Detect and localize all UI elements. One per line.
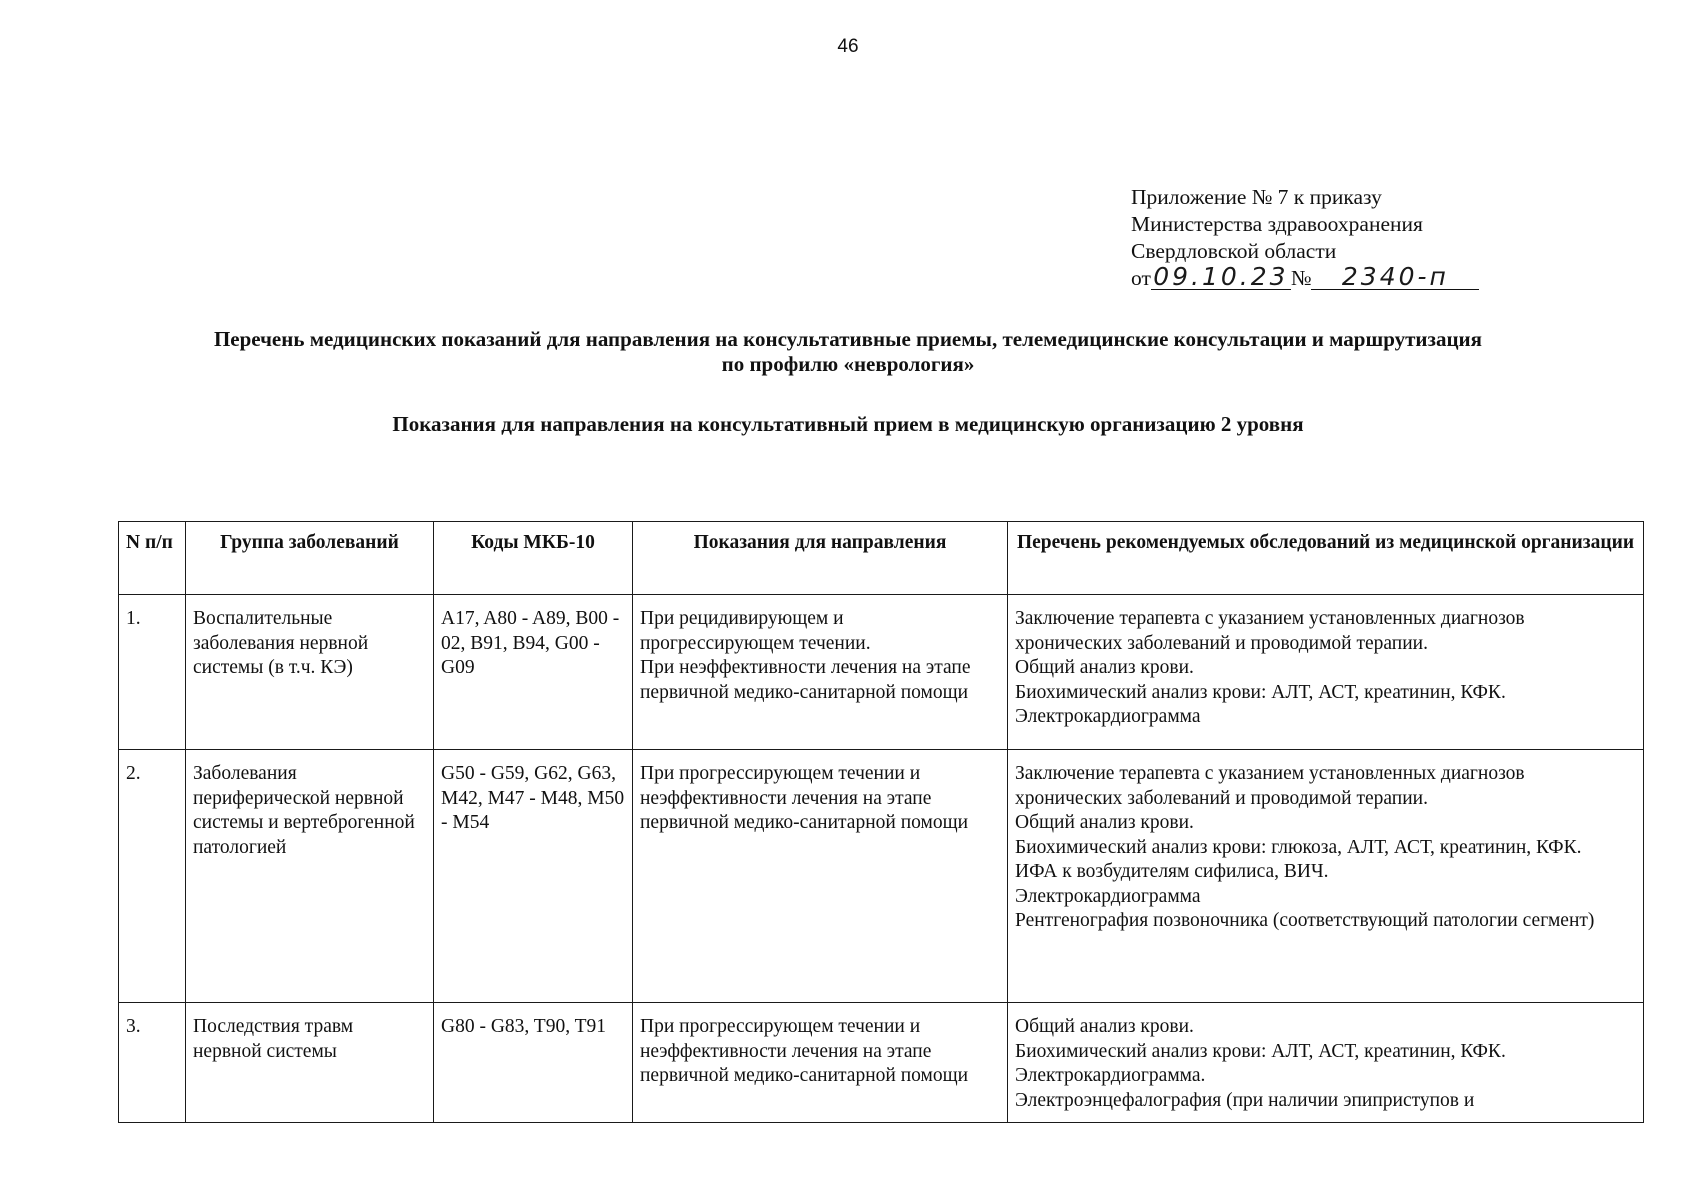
indication-line: При прогрессирующем течении и неэффективности лечения на этапе первичной медико-санитарной помощи (640, 763, 969, 833)
exam-line: Общий анализ крови. (1015, 812, 1194, 833)
appendix-block (1131, 184, 1491, 292)
header-indications: Показания для направления (633, 522, 1008, 595)
title-line-2: по профилю «неврология» (721, 352, 975, 376)
exam-line: Электрокардиограмма. (1015, 1065, 1206, 1086)
row-exams (1008, 750, 1644, 1003)
row-indications (633, 595, 1008, 750)
indication-line: При рецидивирующем и прогрессирующем течении. (640, 608, 871, 654)
exam-line: Заключение терапевта с указанием установленных диагнозов хронических заболеваний и проводимой терапии. (1015, 608, 1525, 654)
row-num: 3. (119, 1003, 186, 1123)
from-label: от (1131, 266, 1151, 290)
row-group: Заболевания периферической нервной системы и вертеброгенной патологией (186, 750, 434, 1003)
handwritten-number: 2340-п (1311, 265, 1479, 290)
row-group: Последствия травм нервной системы (186, 1003, 434, 1123)
header-group: Группа заболеваний (186, 522, 434, 595)
indication-line: При неэффективности лечения на этапе первичной медико-санитарной помощи (640, 657, 971, 703)
exam-line: Биохимический анализ крови: АЛТ, АСТ, креатинин, КФК. (1015, 681, 1506, 703)
indications-table (118, 521, 1644, 1123)
exam-line: Общий анализ крови. (1015, 657, 1194, 678)
row-indications (633, 1003, 1008, 1123)
header-exams: Перечень рекомендуемых обследований из медицинской организации (1008, 522, 1644, 595)
exam-line: Электрокардиограмма (1015, 885, 1201, 907)
document-title (0, 327, 1696, 377)
handwritten-date: 09.10.23 (1151, 265, 1291, 290)
table-header-row (119, 522, 1644, 595)
exam-line: ИФА к возбудителям сифилиса, ВИЧ. (1015, 861, 1329, 882)
exam-line: Биохимический анализ крови: глюкоза, АЛТ, АСТ, креатинин, КФК. (1015, 836, 1582, 858)
appendix-date-number-line (1131, 262, 1491, 292)
row-num: 1. (119, 595, 186, 750)
exam-line: Рентгенография позвоночника (соответствующий патологии сегмент) (1015, 910, 1595, 931)
exam-line: Общий анализ крови. (1015, 1016, 1194, 1037)
exam-line: Электроэнцефалография (при наличии эпиприступов и (1015, 1089, 1475, 1111)
document-subtitle: Показания для направления на консультативный прием в медицинскую организацию 2 уровня (392, 412, 1304, 436)
page-number: 46 (837, 36, 859, 57)
row-codes: G80 - G83, T90, T91 (434, 1003, 633, 1123)
number-label: № (1290, 266, 1312, 290)
appendix-line-3: Свердловской области (1131, 239, 1337, 263)
table-row (119, 750, 1644, 1003)
row-codes: G50 - G59, G62, G63, M42, M47 - M48, M50 - M54 (434, 750, 633, 1003)
exam-line: Биохимический анализ крови: АЛТ, АСТ, креатинин, КФК. (1015, 1040, 1506, 1062)
row-indications (633, 750, 1008, 1003)
row-exams (1008, 1003, 1644, 1123)
title-line-1: Перечень медицинских показаний для направления на консультативные приемы, телемедицинские консультации и маршрутизация (213, 327, 1483, 351)
exam-line: Электрокардиограмма (1015, 706, 1201, 727)
header-codes: Коды МКБ-10 (434, 522, 633, 595)
row-group: Воспалительные заболевания нервной системы (в т.ч. КЭ) (186, 595, 434, 750)
appendix-line-1: Приложение № 7 к приказу (1131, 185, 1382, 209)
appendix-line-2: Министерства здравоохранения (1131, 212, 1423, 236)
indication-line: При прогрессирующем течении и неэффективности лечения на этапе первичной медико-санитарной помощи (640, 1016, 969, 1086)
exam-line: Заключение терапевта с указанием установленных диагнозов хронических заболеваний и проводимой терапии. (1015, 763, 1525, 809)
row-codes: A17, A80 - A89, B00 - 02, B91, B94, G00 - G09 (434, 595, 633, 750)
table-row (119, 595, 1644, 750)
row-num: 2. (119, 750, 186, 1003)
row-exams (1008, 595, 1644, 750)
table-row (119, 1003, 1644, 1123)
header-num: N п/п (119, 522, 186, 595)
